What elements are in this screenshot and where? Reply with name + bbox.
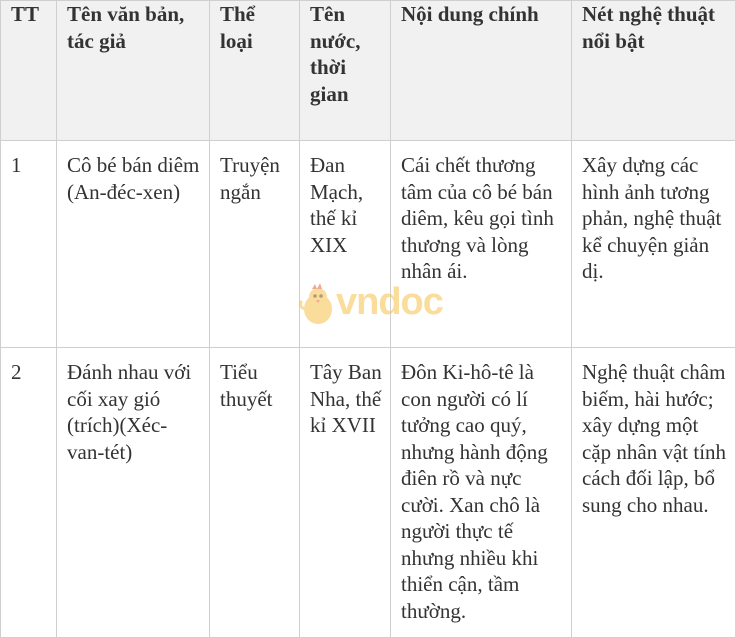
header-genre: Thể loại <box>210 1 300 141</box>
cell-art: Nghệ thuật châm biếm, hài hước; xây dựng một cặp nhân vật tính cách đối lập, bổ sung cho nhau. <box>572 348 735 638</box>
header-main-content: Nội dung chính <box>391 1 572 141</box>
cell-title: Cô bé bán diêm (An-đéc-xen) <box>57 141 210 348</box>
cell-genre: Tiểu thuyết <box>210 348 300 638</box>
table-header-row <box>1 1 735 141</box>
cell-country: Tây Ban Nha, thế kỉ XVII <box>300 348 391 638</box>
cell-tt: 1 <box>1 141 57 348</box>
cell-genre: Truyện ngắn <box>210 141 300 348</box>
header-art-features: Nét nghệ thuật nổi bật <box>572 1 735 141</box>
header-title-author: Tên văn bản, tác giả <box>57 1 210 141</box>
cell-art: Xây dựng các hình ảnh tương phản, nghệ thuật kể chuyện giản dị. <box>572 141 735 348</box>
cell-content: Cái chết thương tâm của cô bé bán diêm, kêu gọi tình thương và lòng nhân ái. <box>391 141 572 348</box>
header-country-time: Tên nước, thời gian <box>300 1 391 141</box>
cell-title: Đánh nhau với cối xay gió (trích)(Xéc-van-tét) <box>57 348 210 638</box>
cell-country: Đan Mạch, thế kỉ XIX <box>300 141 391 348</box>
vndoc-logo-text: vndoc <box>336 281 443 324</box>
header-tt: TT <box>1 1 57 141</box>
table-row <box>1 348 735 638</box>
table-row <box>1 141 735 348</box>
cell-tt: 2 <box>1 348 57 638</box>
cell-content: Đôn Ki-hô-tê là con người có lí tưởng cao quý, nhưng hành động điên rồ và nực cười. Xan chô là người thực tế nhưng nhiều khi thiển cận, tầm thường. <box>391 348 572 638</box>
